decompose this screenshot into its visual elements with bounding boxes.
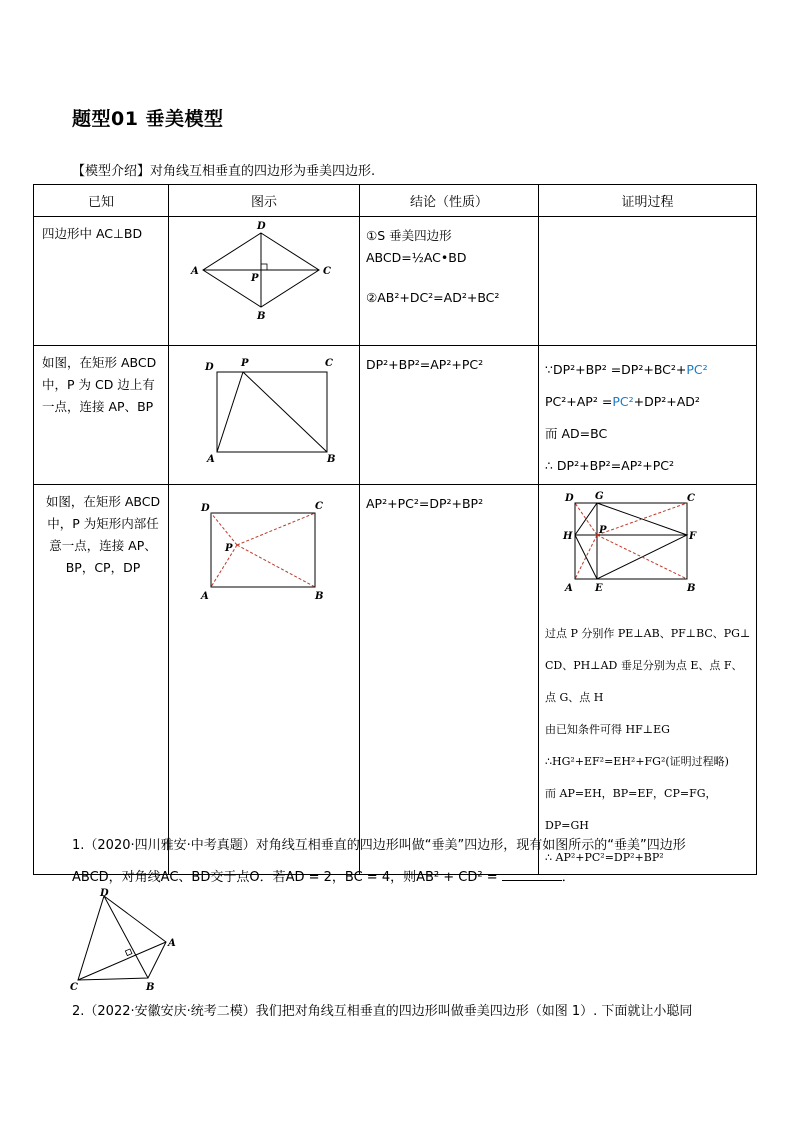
label-d: D <box>205 362 214 373</box>
label-b: B <box>146 982 155 993</box>
proof-line: 过点 P 分别作 PE⊥AB、PF⊥BC、PG⊥ <box>545 627 751 640</box>
proof-line: ∴HG²+EF²=EH²+FG²(证明过程略) <box>545 755 729 768</box>
row1-proof <box>539 217 757 346</box>
model-table <box>33 184 757 875</box>
label-f: F <box>689 531 697 542</box>
row1-figure-cell <box>169 217 360 346</box>
label-a: A <box>201 591 209 602</box>
label-a: A <box>191 266 199 277</box>
answer-blank[interactable] <box>502 868 562 881</box>
label-c: C <box>687 493 695 504</box>
header-known: 已知 <box>34 185 169 217</box>
label-d: D <box>257 221 266 232</box>
rectangle-p-inside-figure <box>169 485 359 605</box>
label-c: C <box>325 358 333 369</box>
label-d: D <box>201 503 210 514</box>
table-row <box>34 485 757 875</box>
proof-line: CD、PH⊥AD 垂足分别为点 E、点 F、 <box>545 659 743 672</box>
row3-proof <box>539 485 757 875</box>
label-c: C <box>315 501 323 512</box>
conclusion-area: ①S 垂美四边形ABCD=½AC•BD <box>366 228 467 265</box>
table-row <box>34 346 757 485</box>
page-title: 题型01 垂美模型 <box>72 108 224 130</box>
model-intro: 【模型介绍】对角线互相垂直的四边形为垂美四边形. <box>72 164 376 179</box>
question-1-line-1: 1.（2020·四川雅安·中考真题）对角线互相垂直的四边形叫做“垂美”四边形，现有如图所示的“垂美”四边形 <box>72 838 686 853</box>
rectangle-p-on-side-figure <box>169 346 359 476</box>
label-b: B <box>327 454 336 465</box>
row3-conclusion: AP²+PC²=DP²+BP² <box>360 485 539 875</box>
header-proof: 证明过程 <box>539 185 757 217</box>
question-1-line-2: ABCD，对角线AC、BD交于点O．若AD = 2，BC = 4，则AB² + CD² = ． <box>72 870 575 885</box>
label-a: A <box>207 454 215 465</box>
question-1 <box>72 830 762 894</box>
proof-line: ∴ AP²+PC²=DP²+BP² <box>545 851 664 864</box>
label-p: P <box>251 273 259 284</box>
proof-line: 点 G、点 H <box>545 691 604 704</box>
row2-proof: ∵DP²+BP² =DP²+BC²+PC² PC²+AP² =PC²+DP²+AD² 而 AD=BC ∴ DP²+BP²=AP²+PC² <box>539 346 757 485</box>
row3-figure-cell <box>169 485 360 875</box>
label-a: A <box>168 938 176 949</box>
label-a: A <box>565 583 573 594</box>
row1-known: 四边形中 AC⊥BD <box>34 217 169 346</box>
label-d: D <box>565 493 574 504</box>
question-2: 2.（2022·安徽安庆·统考二模）我们把对角线互相垂直的四边形叫做垂美四边形（如图 1）. 下面就让小聪同 <box>72 1004 693 1019</box>
label-b: B <box>257 311 266 322</box>
label-p: P <box>225 543 233 554</box>
row2-known: 如图，在矩形 ABCD 中，P 为 CD 边上有一点，连接 AP、BP <box>34 346 169 485</box>
rectangle-perpendiculars-figure <box>545 489 695 599</box>
label-p: P <box>241 358 249 369</box>
conclusion-squares: ②AB²+DC²=AD²+BC² <box>366 290 500 305</box>
row3-known: 如图，在矩形 ABCD 中，P 为矩形内部任意一点，连接 AP、BP，CP，DP <box>34 485 169 875</box>
label-h: H <box>563 531 573 542</box>
row1-conclusion <box>360 217 539 346</box>
label-b: B <box>687 583 696 594</box>
label-c: C <box>323 266 331 277</box>
row2-conclusion: DP²+BP²=AP²+PC² <box>360 346 539 485</box>
label-b: B <box>315 591 324 602</box>
label-c: C <box>70 982 78 993</box>
proof-line: 而 AP=EH，BP=EF，CP=FG，DP=GH <box>545 787 717 832</box>
label-d: D <box>100 888 109 899</box>
header-figure: 图示 <box>169 185 360 217</box>
rhombus-figure <box>169 217 359 337</box>
row2-figure-cell <box>169 346 360 485</box>
proof-line: 由已知条件可得 HF⊥EG <box>545 723 670 736</box>
label-p: P <box>599 525 607 536</box>
label-g: G <box>595 491 604 502</box>
label-e: E <box>595 583 603 594</box>
question-1-figure <box>66 888 186 998</box>
header-conclusion: 结论（性质） <box>360 185 539 217</box>
table-row <box>34 217 757 346</box>
